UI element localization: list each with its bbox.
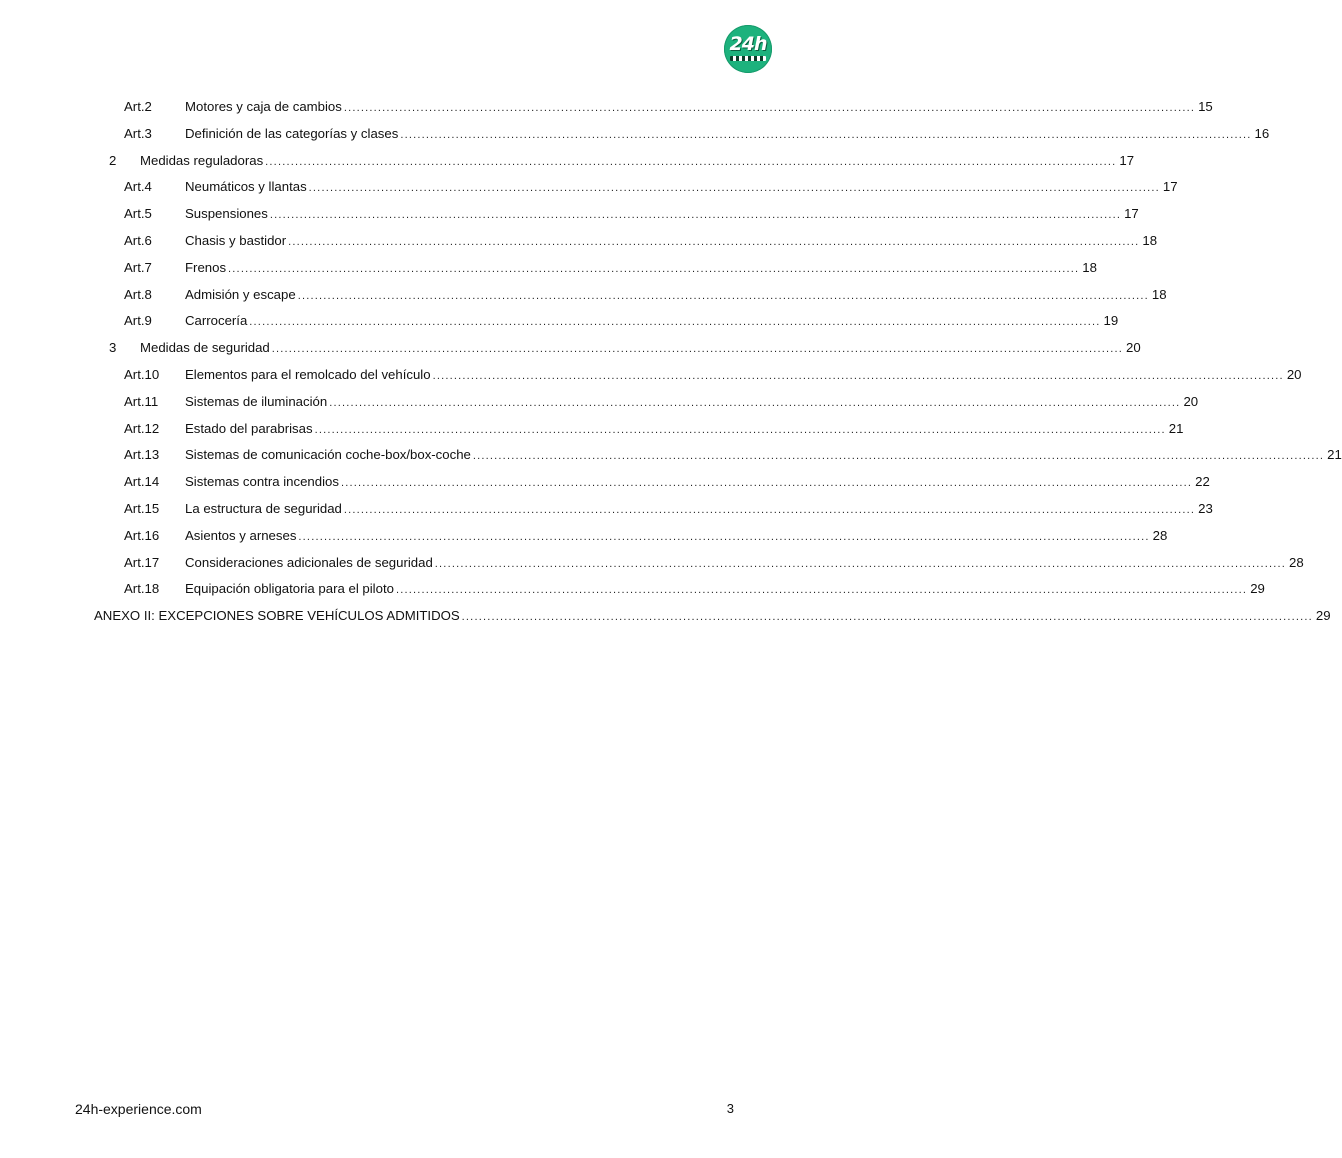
toc-dot-leader: ........................................................................................................................................................................................................ (314, 423, 1166, 436)
toc-entry-title: Chasis y bastidor (185, 233, 287, 248)
toc-entry-page: 28 (1289, 554, 1304, 570)
toc-entry-number: Art.11 (124, 393, 159, 409)
toc-entry-number: Art.17 (124, 554, 160, 570)
toc-dot-leader: ........................................................................................................................................................................................................ (432, 370, 1284, 382)
toc-dot-leader: ........................................................................................................................................................................................................ (395, 584, 1248, 597)
toc-dot-leader: ........................................................................................................................................................................................................ (308, 182, 1160, 195)
toc-dot-leader: ........................................................................................................................................................................................................ (249, 316, 1101, 329)
toc-entry[interactable] (124, 472, 1210, 492)
toc-entry[interactable] (124, 204, 1139, 224)
toc-entry-title: Sistemas de comunicación coche-box/box-coche (185, 447, 471, 463)
toc-entry-page: 15 (1198, 99, 1213, 114)
toc-entry-title: Motores y caja de cambios (185, 99, 342, 114)
toc-dot-leader: ........................................................................................................................................................................................................ (340, 477, 1193, 490)
toc-entry-title: Carrocería (185, 313, 248, 329)
toc-entry[interactable] (109, 151, 1135, 171)
toc-entry-number: Art.15 (124, 501, 160, 516)
toc-entry-title: ANEXO II: EXCEPCIONES SOBRE VEHÍCULOS ADMITIDOS (94, 608, 460, 624)
toc-entry-number: 2 (109, 152, 117, 168)
toc-entry-title: Consideraciones adicionales de seguridad (185, 554, 433, 570)
toc-dot-leader: ........................................................................................................................................................................................................ (298, 530, 1150, 543)
toc-entry[interactable] (124, 231, 1158, 251)
toc-entry-title: Frenos (185, 259, 227, 275)
toc-entry-page: 18 (1082, 259, 1097, 275)
checkered-flag-icon (730, 56, 766, 61)
toc-entry-number: Art.6 (124, 233, 152, 248)
toc-entry[interactable] (124, 419, 1184, 439)
toc-entry-number: Art.4 (124, 179, 152, 195)
toc-entry-number: Art.7 (124, 259, 152, 275)
toc-entry-title: Medidas reguladoras (140, 152, 264, 168)
toc-entry[interactable] (94, 606, 1331, 626)
footer-site: 24h-experience.com (75, 1101, 202, 1117)
toc-entry[interactable] (124, 177, 1178, 197)
toc-entry[interactable] (124, 445, 1342, 465)
toc-dot-leader: ........................................................................................................................................................................................................ (265, 155, 1117, 168)
toc-entry-title: Suspensiones (185, 206, 268, 222)
toc-entry-page: 17 (1124, 206, 1139, 222)
toc-entry-number: Art.16 (124, 527, 160, 543)
toc-entry[interactable] (124, 311, 1119, 331)
toc-entry-page: 21 (1168, 420, 1184, 436)
toc-entry-number: Art.9 (124, 313, 152, 329)
toc-dot-leader: ........................................................................................................................................................................................................ (472, 450, 1325, 463)
toc-entry-title: Asientos y arneses (185, 527, 297, 543)
toc-entry[interactable] (124, 124, 1270, 144)
toc-entry-title: Sistemas contra incendios (185, 474, 339, 490)
toc-entry-number: Art.18 (124, 581, 160, 597)
toc-dot-leader: ........................................................................................................................................................................................................ (461, 611, 1313, 624)
toc-entry-number: Art.14 (124, 474, 160, 490)
toc-entry-title: Equipación obligatoria para el piloto (185, 581, 394, 597)
toc-entry-page: 18 (1142, 233, 1158, 248)
brand-logo-text: 24h (729, 33, 767, 55)
toc-entry-page: 17 (1162, 179, 1178, 195)
toc-entry[interactable] (124, 258, 1097, 278)
toc-entry-page: 16 (1254, 125, 1270, 141)
toc-entry-title: Sistemas de iluminación (185, 393, 328, 409)
toc-entry[interactable] (124, 365, 1302, 385)
toc-entry-title: Medidas de seguridad (140, 340, 270, 356)
toc-entry-page: 17 (1119, 152, 1135, 168)
toc-entry-number: 3 (109, 340, 117, 356)
footer-page-number: 3 (726, 1101, 734, 1116)
toc-entry-number: Art.12 (124, 420, 160, 436)
toc-entry-page: 22 (1195, 474, 1210, 490)
toc-dot-leader: ........................................................................................................................................................................................................ (271, 343, 1123, 356)
toc-entry-page: 20 (1286, 367, 1302, 382)
brand-logo (724, 25, 772, 73)
toc-entry-number: Art.8 (124, 286, 152, 302)
toc-dot-leader: ........................................................................................................................................................................................................ (343, 504, 1196, 516)
toc-entry[interactable] (124, 553, 1304, 573)
toc-entry-title: Admisión y escape (185, 286, 296, 302)
toc-entry-number: Art.5 (124, 206, 152, 222)
toc-entry-page: 23 (1198, 501, 1213, 516)
toc-entry-title: La estructura de seguridad (185, 501, 342, 516)
toc-entry-page: 21 (1327, 447, 1342, 463)
toc-dot-leader: ........................................................................................................................................................................................................ (269, 209, 1122, 222)
toc-entry-page: 29 (1315, 608, 1331, 624)
toc-entry[interactable] (124, 392, 1199, 412)
toc-entry-title: Elementos para el remolcado del vehículo (185, 367, 431, 382)
toc-entry[interactable] (109, 338, 1141, 358)
toc-entry[interactable] (124, 285, 1167, 305)
toc-entry-page: 29 (1250, 581, 1265, 597)
toc-entry[interactable] (124, 97, 1213, 117)
toc-entry-page: 18 (1151, 286, 1167, 302)
toc-dot-leader: ........................................................................................................................................................................................................ (288, 236, 1140, 248)
toc-entry-page: 20 (1126, 340, 1141, 356)
toc-entry-number: Art.2 (124, 99, 152, 114)
toc-entry-number: Art.13 (124, 447, 160, 463)
toc-entry-title: Definición de las categorías y clases (185, 125, 399, 141)
toc-entry[interactable] (124, 526, 1168, 546)
toc-entry[interactable] (124, 579, 1265, 599)
toc-dot-leader: ........................................................................................................................................................................................................ (297, 289, 1149, 302)
toc-entry-title: Estado del parabrisas (185, 420, 313, 436)
toc-entry-number: Art.3 (124, 125, 152, 141)
toc-entry-number: Art.10 (124, 367, 160, 382)
toc-dot-leader: ........................................................................................................................................................................................................ (228, 262, 1080, 275)
toc-entry-page: 28 (1152, 527, 1168, 543)
toc-entry-page: 19 (1103, 313, 1119, 329)
toc-entry-title: Neumáticos y llantas (185, 179, 307, 195)
toc-entry[interactable] (124, 499, 1213, 519)
toc-dot-leader: ........................................................................................................................................................................................................ (434, 557, 1287, 570)
toc-entry-page: 20 (1183, 393, 1199, 409)
toc-dot-leader: ........................................................................................................................................................................................................ (329, 396, 1181, 409)
toc-dot-leader: ........................................................................................................................................................................................................ (343, 102, 1196, 114)
toc-dot-leader: ........................................................................................................................................................................................................ (400, 128, 1252, 141)
